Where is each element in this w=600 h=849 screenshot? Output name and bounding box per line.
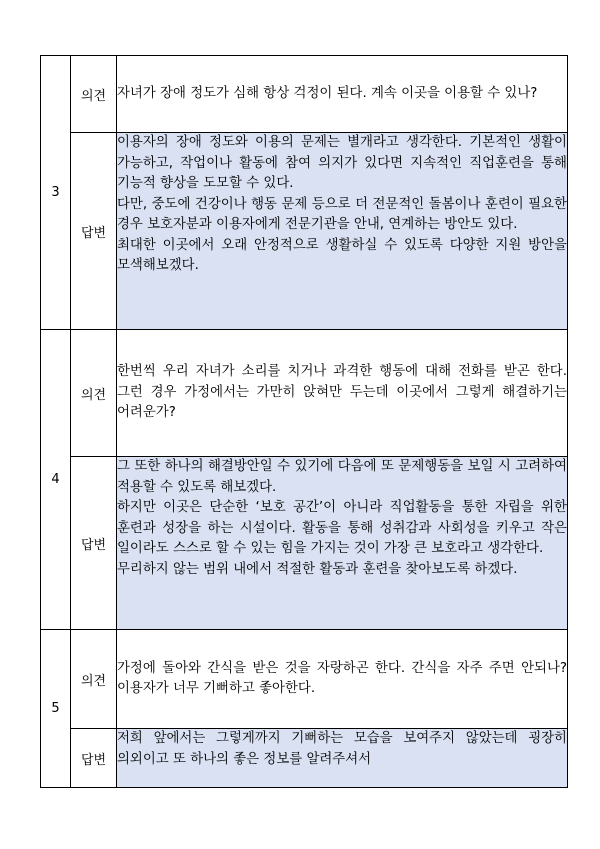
table-row-opinion: [41, 630, 568, 729]
table-row-opinion: [41, 56, 568, 133]
answer-paragraph: 무리하지 않는 범위 내에서 적절한 활동과 훈련을 찾아보도록 하겠다.: [117, 561, 518, 577]
table-row-answer: [41, 457, 568, 630]
answer-label: 답변: [71, 133, 117, 330]
opinion-label: 의견: [71, 630, 117, 729]
opinion-label: 의견: [71, 56, 117, 133]
opinion-label: 의견: [71, 330, 117, 457]
table-row-answer: [41, 133, 568, 330]
opinion-paragraph: 한번씩 우리 자녀가 소리를 치거나 과격한 행동에 대해 전화를 받곤 한다. 그런 경우 가정에서는 가만히 앉혀만 두는데 이곳에서 그렇게 해결하기는 어려운가?: [117, 364, 567, 421]
row-number: 5: [41, 630, 71, 788]
answer-text: [117, 133, 568, 330]
answer-label: 답변: [71, 457, 117, 630]
table-row-opinion: [41, 330, 568, 457]
answer-paragraph: 그 또한 하나의 해결방안일 수 있기에 다음에 또 문제행동을 보일 시 고려하여 적용할 수 있도록 해보겠다.: [117, 459, 567, 495]
opinion-paragraph: 자녀가 장애 정도가 심해 항상 걱정이 된다. 계속 이곳을 이용할 수 있나?: [117, 85, 538, 101]
answer-label: 답변: [71, 729, 117, 788]
row-number: 4: [41, 330, 71, 630]
row-number: 3: [41, 56, 71, 330]
opinion-text: [117, 330, 568, 457]
table-row-answer: [41, 729, 568, 788]
opinion-text: [117, 630, 568, 729]
opinion-text: [117, 56, 568, 133]
answer-paragraph: 다만, 중도에 건강이나 행동 문제 등으로 더 전문적인 돌봄이나 훈련이 필요한 경우 보호자분과 이용자에게 전문기관을 안내, 연계하는 방안도 있다.: [117, 196, 567, 232]
answer-text: [117, 457, 568, 630]
feedback-table: [40, 55, 568, 788]
answer-paragraph: 이용자의 장애 정도와 이용의 문제는 별개라고 생각한다. 기본적인 생활이 가능하고, 작업이나 활동에 참여 의지가 있다면 지속적인 직업훈련을 통해 기능적 향상을 도모할 수 있다.: [117, 135, 567, 191]
answer-paragraph: 저희 앞에서는 그렇게까지 기뻐하는 모습을 보여주지 않았는데 굉장히 의외이고 또 하나의 좋은 정보를 알려주셔서: [117, 731, 567, 767]
opinion-paragraph: 가정에 돌아와 간식을 받은 것을 자랑하곤 한다. 간식을 자주 주면 안되나? 이용자가 너무 기뻐하고 좋아한다.: [117, 660, 567, 696]
answer-paragraph: 하지만 이곳은 단순한 ‘보호 공간’이 아니라 직업활동을 통한 자립을 위한 훈련과 성장을 하는 시설이다. 활동을 통해 성취감과 사회성을 키우고 작은 일이라도 스스로 할 수 있는 힘을 가지는 것이 가장 큰 보호라고 생각한다.: [117, 500, 567, 556]
answer-paragraph: 최대한 이곳에서 오래 안정적으로 생활하실 수 있도록 다양한 지원 방안을 모색해보겠다.: [117, 237, 567, 273]
answer-text: [117, 729, 568, 788]
